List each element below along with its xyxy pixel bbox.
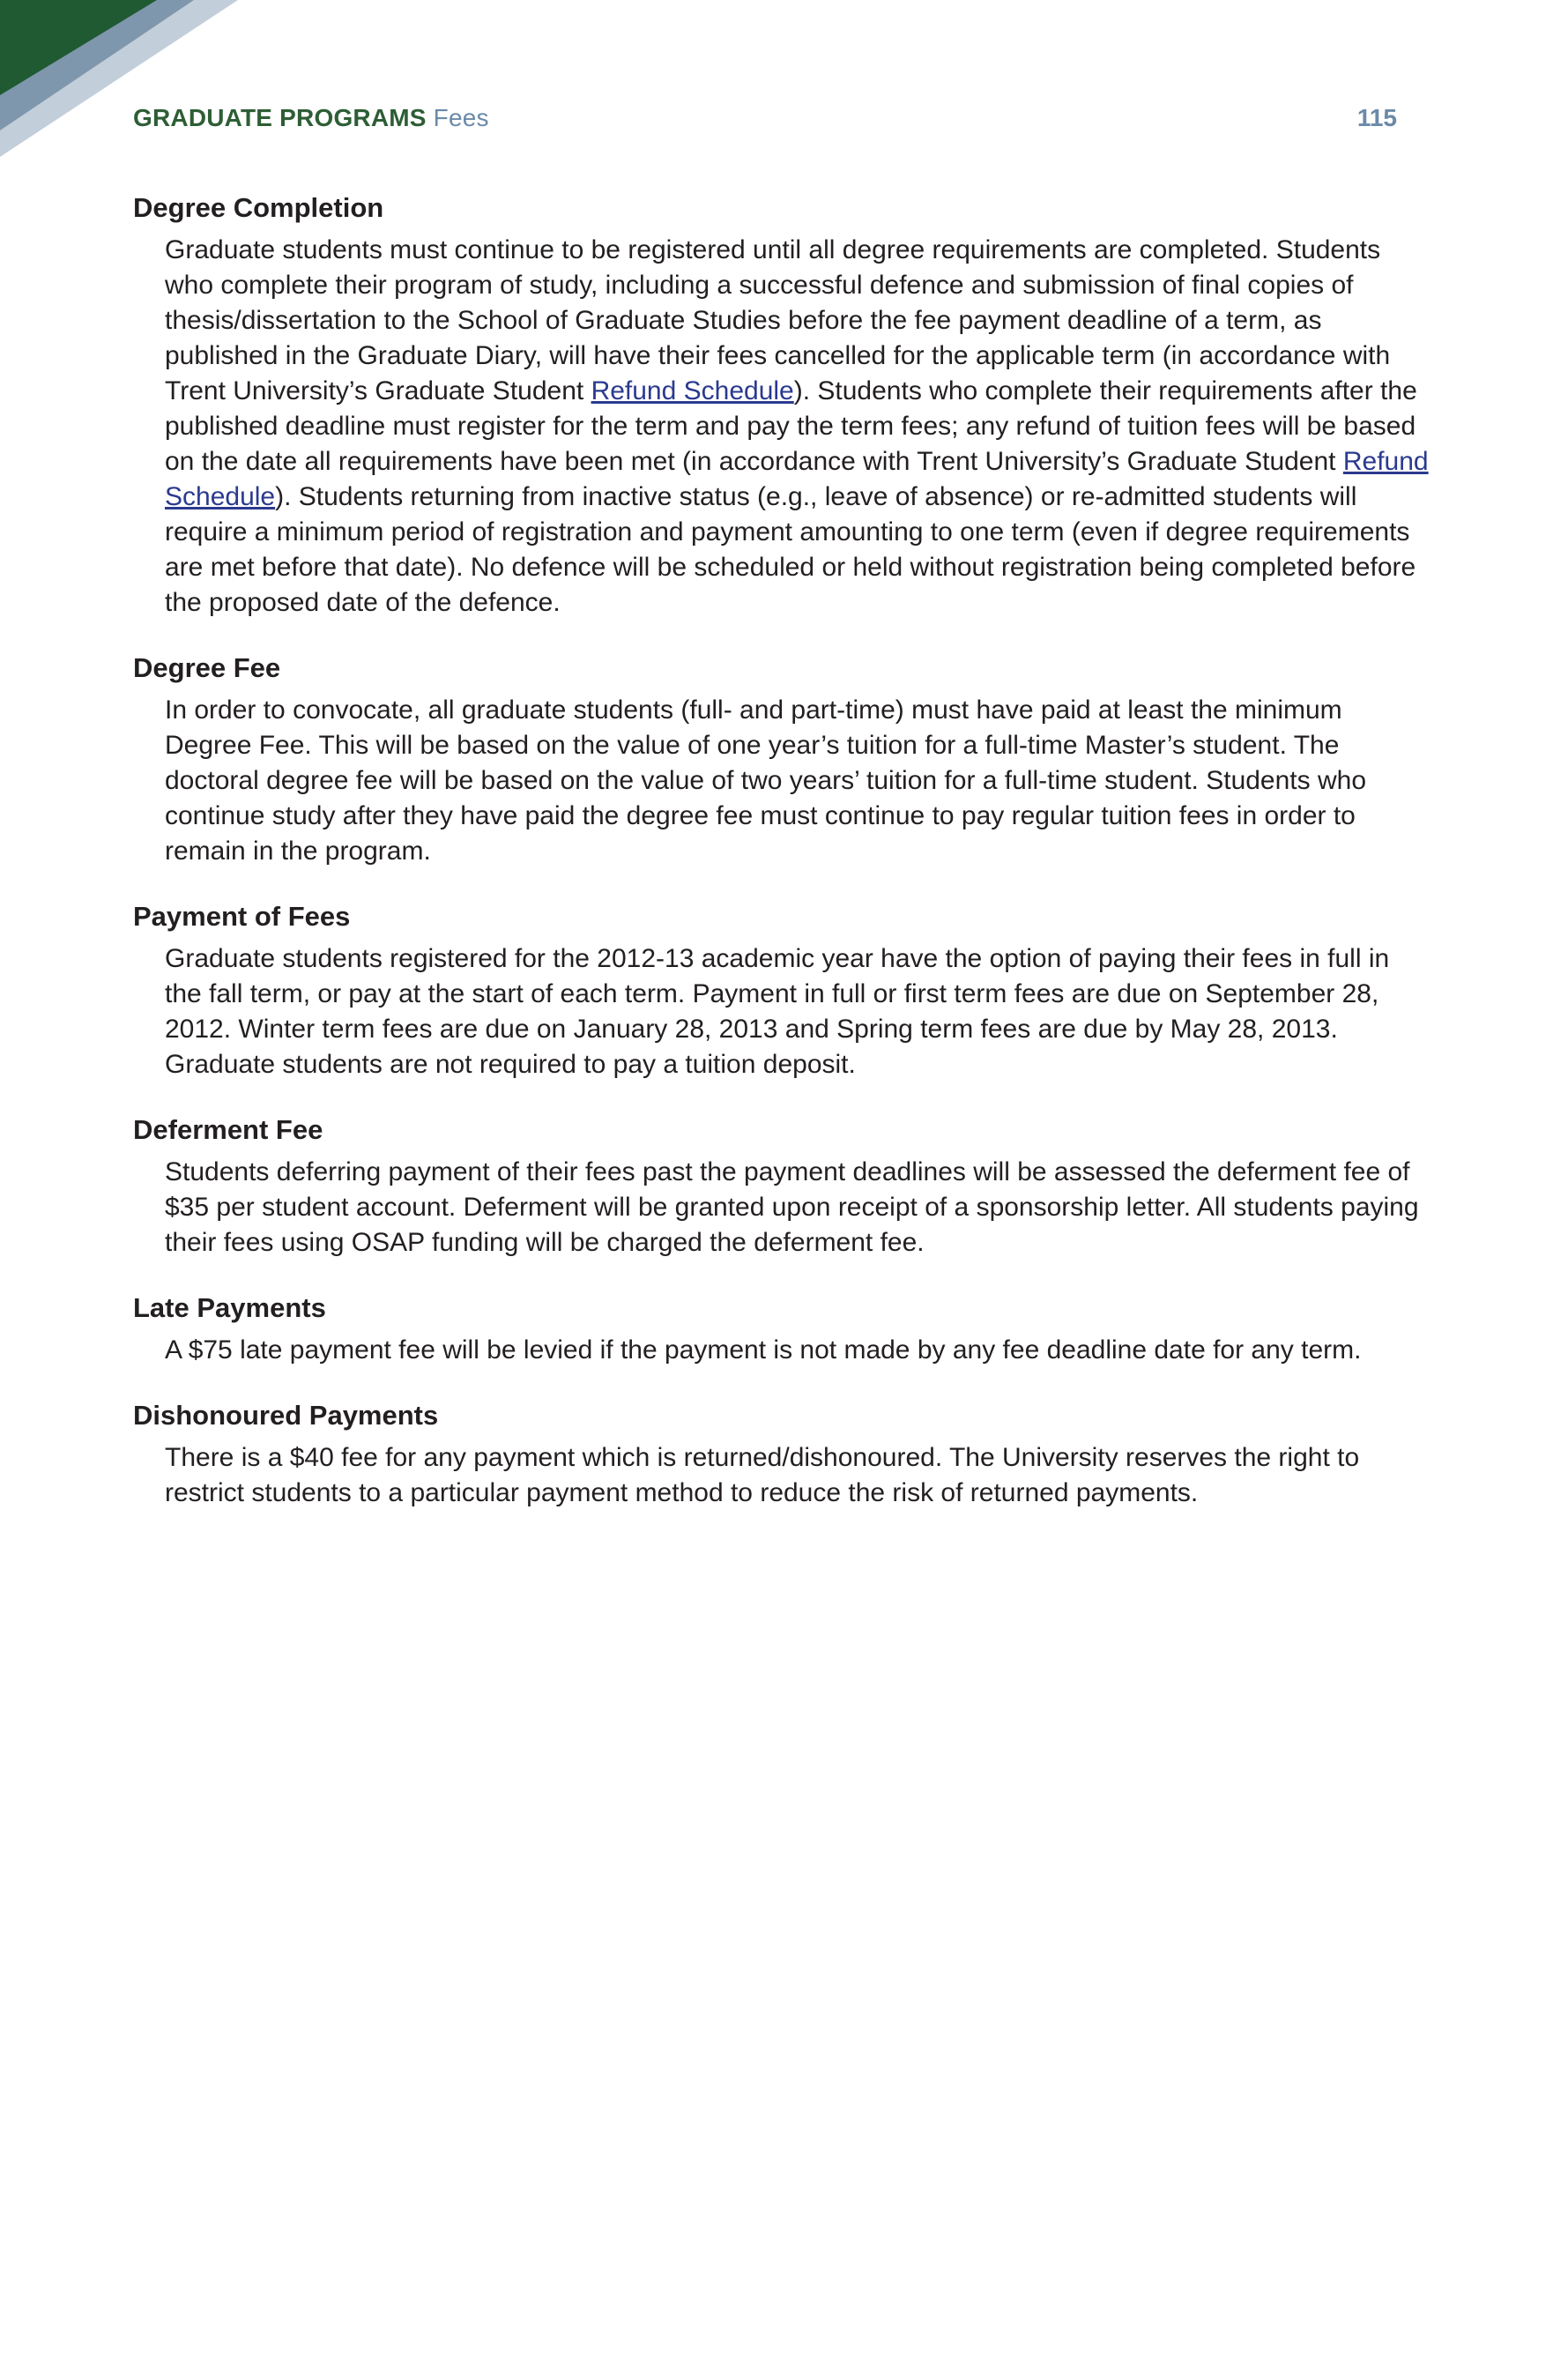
section-late-payments — [133, 1290, 1429, 1368]
section-body: Students deferring payment of their fees past the payment deadlines will be assessed the deferment fee of $35 per student account. Deferment will be granted upon receipt of a sponsorship letter. All students paying their fees using OSAP funding will be charged the deferment fee. — [165, 1157, 1419, 1257]
section-body: A $75 late payment fee will be levied if the payment is not made by any fee deadline date for any term. — [165, 1335, 1362, 1365]
section-heading: Degree Fee — [133, 652, 281, 683]
section-heading: Degree Completion — [133, 192, 384, 223]
body-text: Graduate students must continue to be registered until all degree requirements are completed. Students who complete their program of study, including a successful defence and submission of final copies of thesis/dissertation to the School of Graduate Studies before the fee payment deadline of a term, as published in the Graduate Diary, will have their fees cancelled for the applicable term (in accordance with Trent University’s Graduate Student — [165, 235, 1391, 405]
section-body: There is a $40 fee for any payment which is returned/dishonoured. The University reserves the right to restrict students to a particular payment method to reduce the risk of returned payments. — [165, 1443, 1360, 1507]
section-degree-fee — [133, 651, 1429, 869]
corner-decoration — [0, 0, 264, 167]
page-number: 115 — [1356, 104, 1397, 131]
body-text: ). Students who complete their requirements after the published deadline must register for the term and pay the term fees; any refund of tuition fees will be based on the date all requirements have been met (in accordance with Trent University’s Graduate Student — [165, 376, 1417, 476]
page-content — [133, 190, 1429, 1541]
refund-schedule-link[interactable]: Refund Schedule — [591, 376, 794, 405]
refund-schedule-link[interactable]: Refund Schedule — [165, 447, 1429, 511]
body-text: ). Students returning from inactive status (e.g., leave of absence) or re-admitted students will require a minimum period of registration and payment amounting to one term (even if degree requirements are met before that date). No defence will be scheduled or held without registration being completed before the proposed date of the defence. — [165, 482, 1416, 617]
section-heading: Late Payments — [133, 1292, 326, 1323]
running-header — [133, 100, 1397, 136]
section-heading: Deferment Fee — [133, 1114, 323, 1145]
header-section-label: GRADUATE PROGRAMS — [133, 104, 427, 131]
header-subsection-label: Fees — [433, 104, 489, 131]
section-body — [165, 233, 1429, 621]
section-heading: Payment of Fees — [133, 901, 351, 932]
header-section-title — [133, 100, 489, 136]
section-heading: Dishonoured Payments — [133, 1400, 439, 1431]
section-body: In order to convocate, all graduate students (full- and part-time) must have paid at least the minimum Degree Fee. This will be based on the value of one year’s tuition for a full-time Master’s student. The doctoral degree fee will be based on the value of two years’ tuition for a full-time student. Students who continue study after they have paid the degree fee must continue to pay regular tuition fees in order to remain in the program. — [165, 695, 1367, 866]
section-deferment-fee — [133, 1112, 1429, 1261]
section-body: Graduate students registered for the 2012-13 academic year have the option of paying their fees in full in the fall term, or pay at the start of each term. Payment in full or first term fees are due on September 28, 2012. Winter term fees are due on January 28, 2013 and Spring term fees are due by May 28, 2013. Graduate students are not required to pay a tuition deposit. — [165, 944, 1390, 1079]
section-degree-completion — [133, 190, 1429, 621]
section-dishonoured-payments — [133, 1398, 1429, 1511]
section-payment-of-fees — [133, 899, 1429, 1082]
